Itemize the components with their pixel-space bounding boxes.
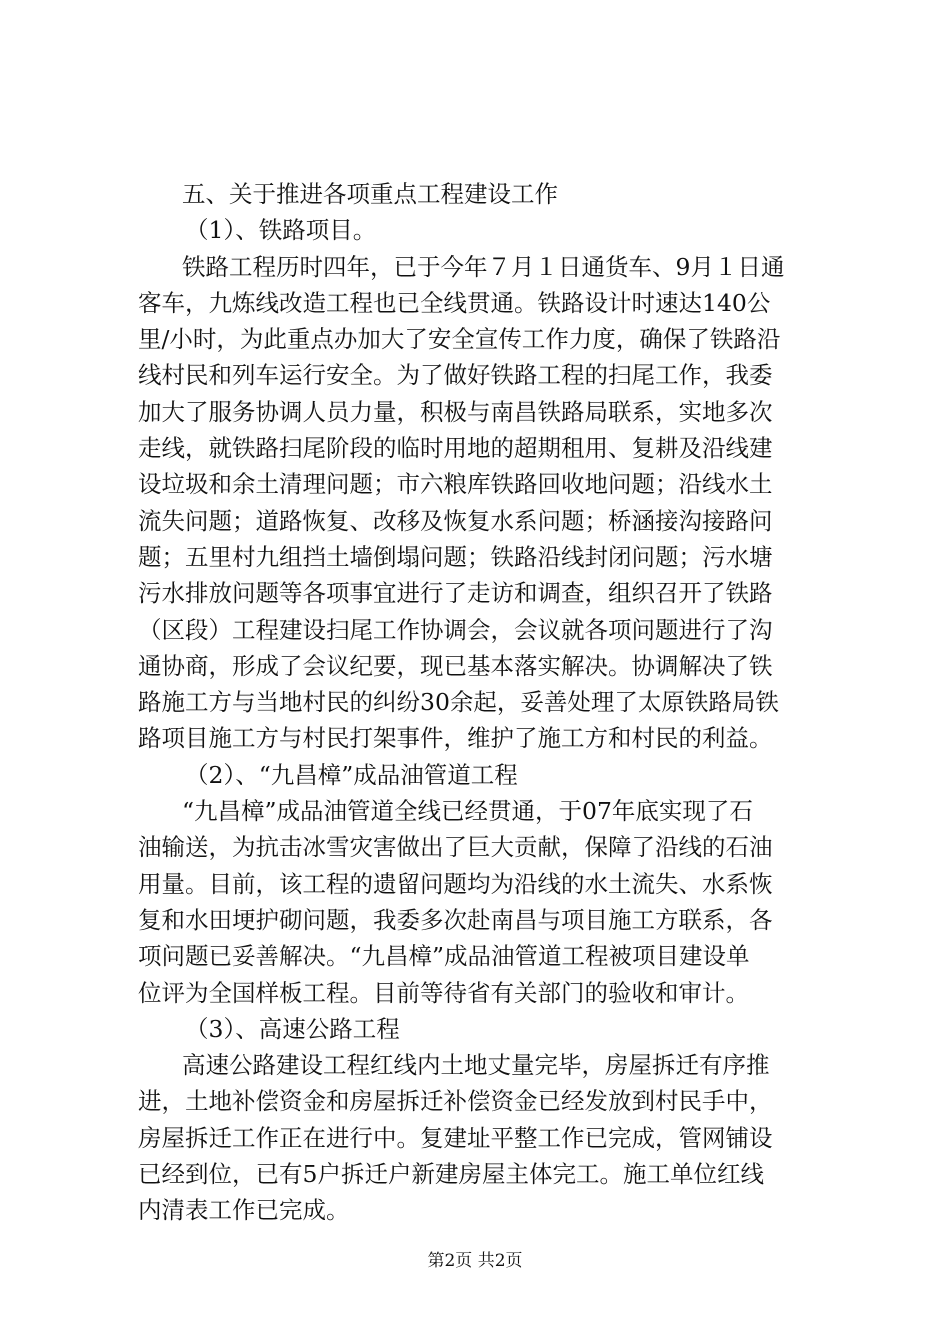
paragraph-line: 内清表工作已完成。	[138, 1196, 350, 1225]
paragraph-line: 项问题已妥善解决。“九昌樟”成品油管道工程被项目建设单	[138, 942, 750, 971]
paragraph-line: 铁路工程历时四年，已于今年７月１日通货车、9月１日通	[182, 252, 785, 281]
paragraph-line: 题；五里村九组挡土墙倒塌问题；铁路沿线封闭问题；污水塘	[138, 542, 773, 571]
paragraph-line: 用量。目前，该工程的遗留问题均为沿线的水土流失、水系恢	[138, 869, 773, 898]
paragraph-line: 进，土地补偿资金和房屋拆迁补偿资金已经发放到村民手中，	[138, 1087, 773, 1116]
section-heading: 五、关于推进各项重点工程建设工作	[182, 180, 558, 208]
paragraph-line: 设垃圾和余土清理问题；市六粮库铁路回收地问题；沿线水土	[138, 470, 773, 499]
paragraph-line: 污水排放问题等各项事宜进行了走访和调查，组织召开了铁路	[138, 579, 773, 608]
paragraph-line: 加大了服务协调人员力量，积极与南昌铁路局联系，实地多次	[138, 397, 773, 426]
paragraph-line: 房屋拆迁工作正在进行中。复建址平整工作已完成，管网铺设	[138, 1123, 773, 1152]
subsection-heading: （2）、“九昌樟”成品油管道工程	[185, 760, 518, 789]
paragraph-line: 走线，就铁路扫尾阶段的临时用地的超期租用、复耕及沿线建	[138, 434, 773, 463]
paragraph-line: 路施工方与当地村民的纠纷30余起，妥善处理了太原铁路局铁	[138, 688, 779, 717]
paragraph-line: 流失问题；道路恢复、改移及恢复水系问题；桥涵接沟接路问	[138, 506, 773, 535]
paragraph-line: 高速公路建设工程红线内土地丈量完毕，房屋拆迁有序推	[182, 1051, 770, 1080]
paragraph-line: “九昌樟”成品油管道全线已经贯通，于07年底实现了石	[182, 797, 753, 826]
paragraph-line: 线村民和列车运行安全。为了做好铁路工程的扫尾工作，我委	[138, 361, 773, 390]
paragraph-line: 已经到位，已有5户拆迁户新建房屋主体完工。施工单位红线	[138, 1160, 764, 1189]
paragraph-line: 客车，九炼线改造工程也已全线贯通。铁路设计时速达140公	[138, 288, 771, 317]
paragraph-line: 位评为全国样板工程。目前等待省有关部门的验收和审计。	[138, 978, 749, 1007]
subsection-heading: （1）、铁路项目。	[185, 216, 377, 245]
subsection-heading: （3）、高速公路工程	[185, 1014, 400, 1043]
paragraph-line: 复和水田埂护砌问题，我委多次赴南昌与项目施工方联系，各	[138, 905, 773, 934]
paragraph-line: 油输送，为抗击冰雪灾害做出了巨大贡献，保障了沿线的石油	[138, 833, 773, 862]
page-footer: 第2页 共2页	[427, 1251, 523, 1271]
paragraph-line: （区段）工程建设扫尾工作协调会，会议就各项问题进行了沟	[138, 615, 773, 644]
paragraph-line: 通协商，形成了会议纪要，现已基本落实解决。协调解决了铁	[138, 651, 773, 680]
document-body	[138, 176, 850, 1229]
paragraph-line: 路项目施工方与村民打架事件，维护了施工方和村民的利益。	[138, 724, 773, 753]
paragraph-line: 里/小时，为此重点办加大了安全宣传工作力度，确保了铁路沿	[138, 325, 781, 354]
